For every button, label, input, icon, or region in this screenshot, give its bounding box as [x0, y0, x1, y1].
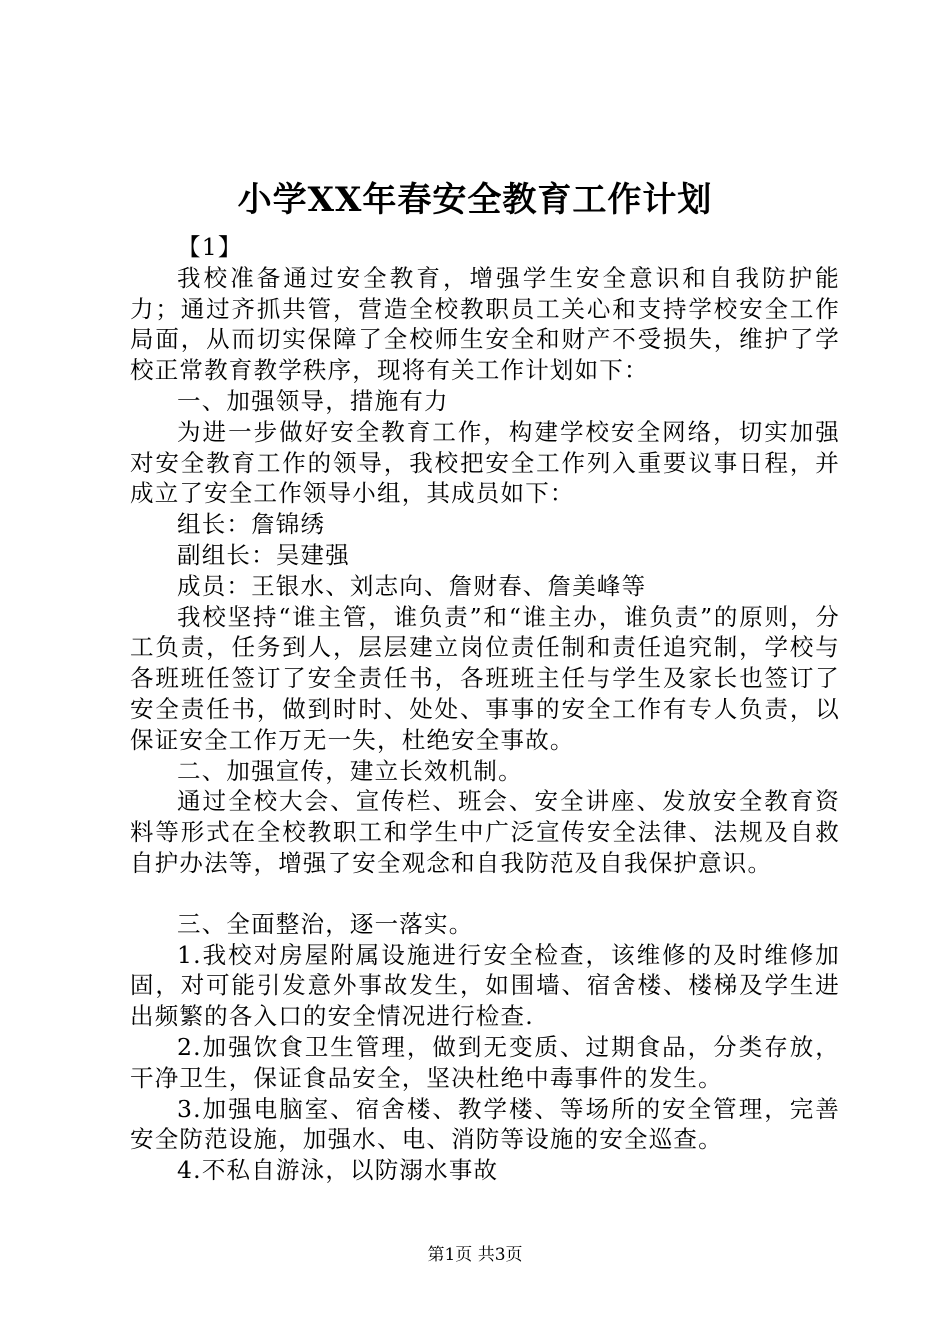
list-item-4: 4.不私自游泳，以防溺水事故 — [177, 1156, 499, 1185]
list-item-3: 3.加强电脑室、宿舍楼、教学楼、等场所的安全管理，完善安全防范设施，加强水、电、消防等设施的安全巡查。 — [130, 1094, 840, 1154]
paragraph-section-2: 通过全校大会、宣传栏、班会、安全讲座、发放安全教育资料等形式在全校教职工和学生中广泛宣传安全法律、法规及自救自护办法等，增强了安全观念和自我防范及自我保护意识。 — [130, 787, 840, 877]
document-body — [130, 232, 840, 1186]
list-item-1: 1.我校对房屋附属设施进行安全检查，该维修的及时维修加固，对可能引发意外事故发生，如围墙、宿舍楼、楼梯及学生进出频繁的各入口的安全情况进行检查. — [130, 940, 840, 1031]
document-title: 小学XX年春安全教育工作计划 — [237, 180, 713, 220]
paragraph-responsibility: 我校坚持“谁主管，谁负责”和“谁主办，谁负责”的原则，分工负责，任务到人，层层建立岗位责任制和责任追究制，学校与各班班任签订了安全责任书，各班班主任与学生及家长也签订了安全责任书，做到时时、处处、事事的安全工作有专人负责，以保证安全工作万无一失，杜绝安全事故。 — [130, 602, 840, 754]
paragraph-gap — [130, 879, 840, 909]
page-footer: 第1页 共3页 — [427, 1245, 523, 1265]
paragraph-members: 成员：王银水、刘志向、詹财春、詹美峰等 — [177, 571, 647, 600]
heading-section-3: 三、全面整治，逐一落实。 — [177, 909, 474, 938]
paragraph-section-1: 为进一步做好安全教育工作，构建学校安全网络，切实加强对安全教育工作的领导，我校把安全工作列入重要议事日程，并成立了安全工作领导小组，其成员如下： — [130, 417, 840, 508]
paragraph-leader: 组长：詹锦绣 — [177, 510, 326, 539]
list-item-2: 2.加强饮食卫生管理，做到无变质、过期食品，分类存放，干净卫生，保证食品安全，坚决杜绝中毒事件的发生。 — [130, 1032, 840, 1092]
paragraph-section-marker: 【1】 — [177, 233, 243, 261]
paragraph-intro: 我校准备通过安全教育，增强学生安全意识和自我防护能力；通过齐抓共管，营造全校教职员工关心和支持学校安全工作局面，从而切实保障了全校师生安全和财产不受损失，维护了学校正常教育教学秩序，现将有关工作计划如下： — [130, 263, 840, 385]
heading-section-1: 一、加强领导，措施有力 — [177, 386, 449, 415]
heading-section-2: 二、加强宣传，建立长效机制。 — [177, 756, 523, 785]
paragraph-deputy-leader: 副组长：吴建强 — [177, 540, 350, 569]
